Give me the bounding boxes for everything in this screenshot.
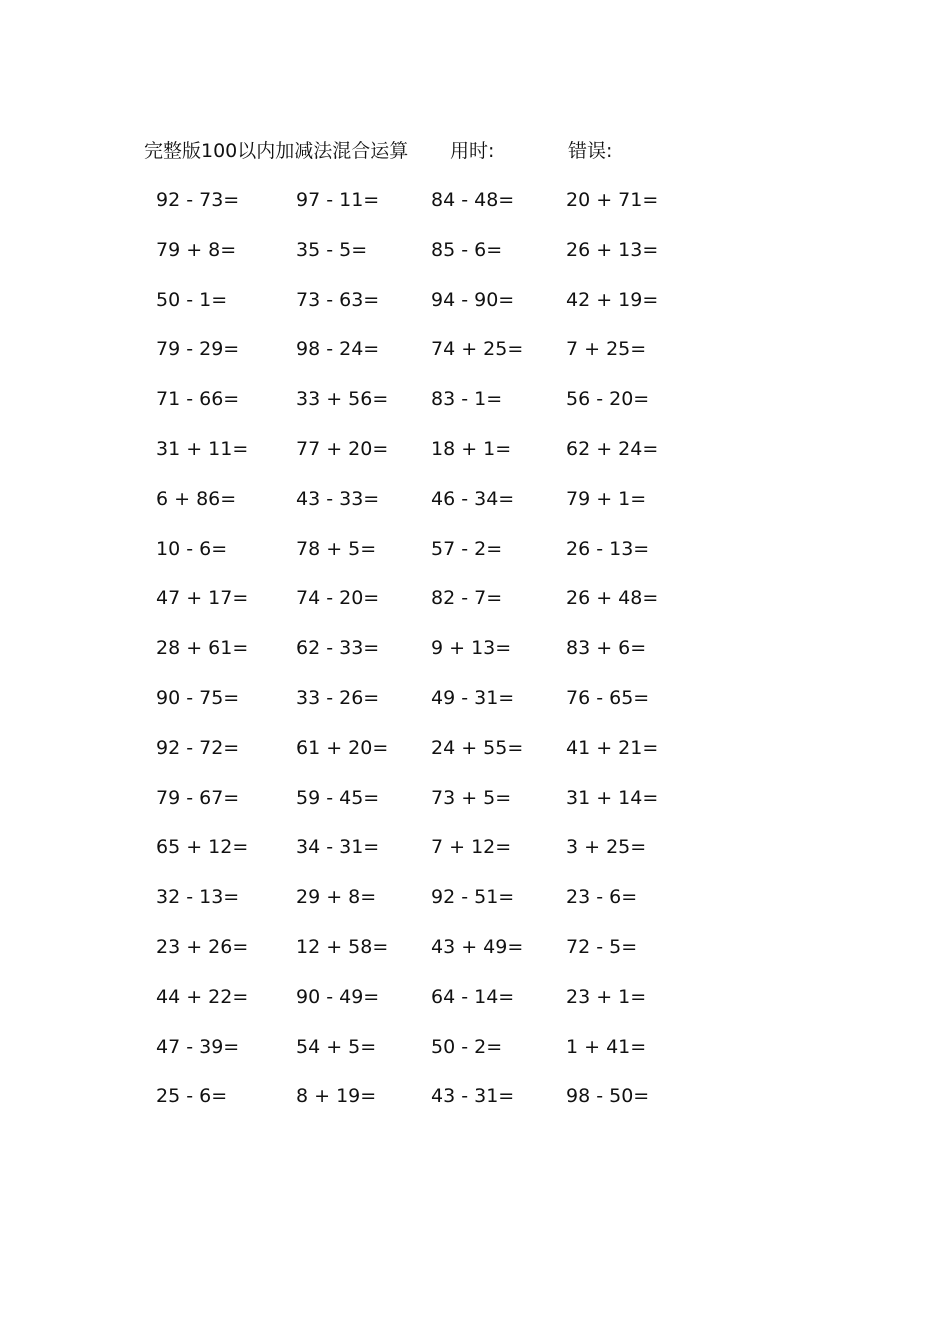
problem-row bbox=[0, 186, 950, 236]
problem-item: 18 + 1= bbox=[431, 437, 512, 460]
problem-item: 61 + 20= bbox=[296, 736, 389, 759]
problem-item: 47 + 17= bbox=[156, 587, 249, 610]
problem-row bbox=[0, 784, 950, 834]
problem-item: 33 + 56= bbox=[296, 388, 389, 411]
problem-item: 97 - 11= bbox=[296, 189, 380, 211]
problem-row bbox=[0, 435, 950, 485]
problem-item: 32 - 13= bbox=[156, 886, 240, 909]
problem-item: 90 - 49= bbox=[296, 985, 380, 1008]
problem-item: 64 - 14= bbox=[431, 985, 515, 1008]
problem-item: 82 - 7= bbox=[431, 587, 503, 610]
problem-item: 65 + 12= bbox=[156, 836, 249, 859]
problem-item: 23 + 26= bbox=[156, 935, 249, 958]
problem-item: 71 - 66= bbox=[156, 388, 240, 411]
problem-item: 98 - 24= bbox=[296, 338, 380, 361]
problem-item: 44 + 22= bbox=[156, 985, 249, 1008]
problem-item: 24 + 55= bbox=[431, 736, 524, 759]
problem-item: 79 + 8= bbox=[156, 238, 237, 261]
problem-item: 8 + 19= bbox=[296, 1085, 377, 1108]
problem-item: 50 - 2= bbox=[431, 1035, 503, 1058]
problem-item: 12 + 58= bbox=[296, 935, 389, 958]
problem-item: 43 - 33= bbox=[296, 487, 380, 510]
problem-item: 72 - 5= bbox=[566, 935, 638, 958]
problem-item: 76 - 65= bbox=[566, 686, 650, 709]
problem-item: 59 - 45= bbox=[296, 786, 380, 809]
problem-row bbox=[0, 983, 950, 1033]
problem-item: 7 + 25= bbox=[566, 338, 647, 361]
problem-item: 77 + 20= bbox=[296, 437, 389, 460]
problem-grid bbox=[0, 186, 950, 1132]
problem-item: 62 - 33= bbox=[296, 637, 380, 660]
problem-item: 92 - 51= bbox=[431, 886, 515, 909]
problem-row bbox=[0, 684, 950, 734]
problem-item: 83 + 6= bbox=[566, 637, 647, 660]
problem-row bbox=[0, 1082, 950, 1132]
problem-row bbox=[0, 385, 950, 435]
problem-row bbox=[0, 236, 950, 286]
problem-item: 74 - 20= bbox=[296, 587, 380, 610]
problem-item: 26 - 13= bbox=[566, 537, 650, 560]
problem-item: 26 + 13= bbox=[566, 238, 659, 261]
problem-row bbox=[0, 485, 950, 535]
problem-item: 1 + 41= bbox=[566, 1035, 647, 1058]
problem-item: 90 - 75= bbox=[156, 686, 240, 709]
problem-item: 92 - 73= bbox=[156, 189, 240, 211]
problem-item: 10 - 6= bbox=[156, 537, 228, 560]
problem-item: 84 - 48= bbox=[431, 189, 515, 211]
problem-row bbox=[0, 335, 950, 385]
problem-item: 43 - 31= bbox=[431, 1085, 515, 1108]
worksheet-title: 完整版100以内加减法混合运算 bbox=[144, 140, 409, 162]
problem-item: 42 + 19= bbox=[566, 288, 659, 311]
problem-row bbox=[0, 286, 950, 336]
problem-item: 41 + 21= bbox=[566, 736, 659, 759]
problem-item: 57 - 2= bbox=[431, 537, 503, 560]
problem-item: 33 - 26= bbox=[296, 686, 380, 709]
problem-item: 6 + 86= bbox=[156, 487, 237, 510]
problem-item: 83 - 1= bbox=[431, 388, 503, 411]
problem-item: 3 + 25= bbox=[566, 836, 647, 859]
problem-item: 74 + 25= bbox=[431, 338, 524, 361]
problem-row bbox=[0, 734, 950, 784]
problem-row bbox=[0, 883, 950, 933]
problem-item: 25 - 6= bbox=[156, 1085, 228, 1108]
problem-item: 29 + 8= bbox=[296, 886, 377, 909]
problem-item: 43 + 49= bbox=[431, 935, 524, 958]
problem-item: 23 + 1= bbox=[566, 985, 647, 1008]
problem-item: 31 + 14= bbox=[566, 786, 659, 809]
problem-item: 7 + 12= bbox=[431, 836, 512, 859]
problem-item: 79 + 1= bbox=[566, 487, 647, 510]
problem-item: 31 + 11= bbox=[156, 437, 249, 460]
problem-item: 62 + 24= bbox=[566, 437, 659, 460]
problem-item: 28 + 61= bbox=[156, 637, 249, 660]
problem-row bbox=[0, 584, 950, 634]
problem-row bbox=[0, 1033, 950, 1083]
problem-item: 9 + 13= bbox=[431, 637, 512, 660]
problem-item: 26 + 48= bbox=[566, 587, 659, 610]
worksheet-header bbox=[0, 137, 950, 165]
time-label: 用时: bbox=[450, 140, 495, 162]
problem-item: 56 - 20= bbox=[566, 388, 650, 411]
problem-item: 34 - 31= bbox=[296, 836, 380, 859]
problem-item: 79 - 67= bbox=[156, 786, 240, 809]
problem-item: 73 + 5= bbox=[431, 786, 512, 809]
problem-item: 23 - 6= bbox=[566, 886, 638, 909]
problem-item: 54 + 5= bbox=[296, 1035, 377, 1058]
problem-row bbox=[0, 535, 950, 585]
problem-item: 49 - 31= bbox=[431, 686, 515, 709]
problem-item: 35 - 5= bbox=[296, 238, 368, 261]
problem-item: 47 - 39= bbox=[156, 1035, 240, 1058]
problem-item: 78 + 5= bbox=[296, 537, 377, 560]
problem-item: 94 - 90= bbox=[431, 288, 515, 311]
problem-item: 46 - 34= bbox=[431, 487, 515, 510]
problem-item: 79 - 29= bbox=[156, 338, 240, 361]
problem-row bbox=[0, 933, 950, 983]
problem-item: 73 - 63= bbox=[296, 288, 380, 311]
problem-item: 98 - 50= bbox=[566, 1085, 650, 1108]
problem-item: 20 + 71= bbox=[566, 189, 659, 211]
problem-row bbox=[0, 833, 950, 883]
problem-item: 50 - 1= bbox=[156, 288, 228, 311]
problem-item: 85 - 6= bbox=[431, 238, 503, 261]
problem-item: 92 - 72= bbox=[156, 736, 240, 759]
error-label: 错误: bbox=[568, 140, 613, 162]
problem-row bbox=[0, 634, 950, 684]
